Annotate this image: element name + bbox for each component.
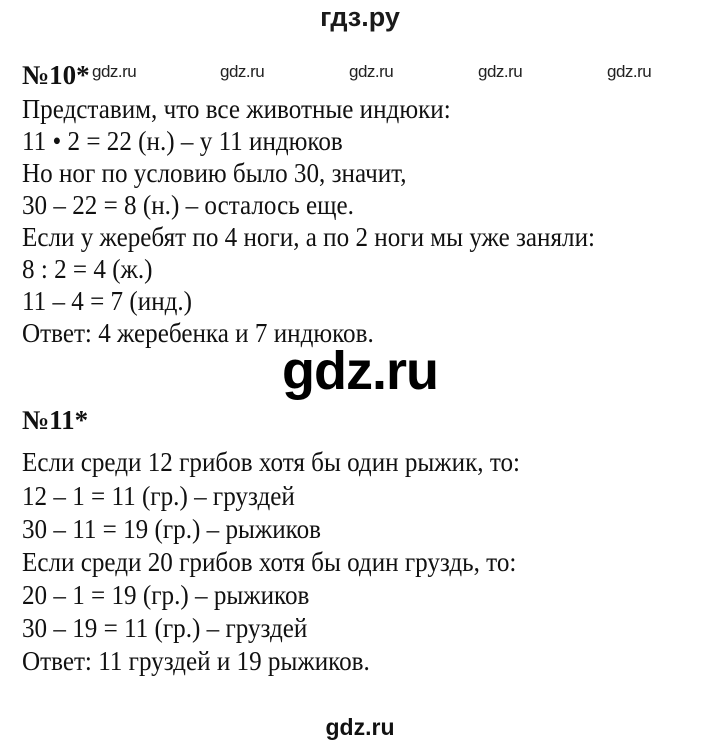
watermark-small: gdz.ru bbox=[607, 62, 652, 81]
watermark-row bbox=[0, 62, 720, 92]
solution-line: 30 – 22 = 8 (н.) – осталось еще. bbox=[22, 190, 354, 220]
watermark-small: gdz.ru bbox=[220, 62, 265, 81]
solution-line: Если среди 20 грибов хотя бы один груздь, то: bbox=[22, 547, 517, 577]
answer-line: Ответ: 4 жеребенка и 7 индюков. bbox=[22, 318, 374, 348]
watermark-small: gdz.ru bbox=[92, 62, 137, 81]
solution-line: 11 • 2 = 22 (н.) – у 11 индюков bbox=[22, 126, 343, 156]
solution-line: 30 – 19 = 11 (гр.) – груздей bbox=[22, 613, 308, 643]
problem-10-number: №10* bbox=[22, 60, 90, 90]
watermark-large: gdz.ru bbox=[282, 341, 438, 401]
watermark-small: gdz.ru bbox=[349, 62, 394, 81]
solution-line: 8 : 2 = 4 (ж.) bbox=[22, 254, 153, 284]
solution-line: 20 – 1 = 19 (гр.) – рыжиков bbox=[22, 580, 310, 610]
solution-line: 30 – 11 = 19 (гр.) – рыжиков bbox=[22, 514, 322, 544]
solution-line: 11 – 4 = 7 (инд.) bbox=[22, 286, 193, 316]
solution-line: 12 – 1 = 11 (гр.) – груздей bbox=[22, 481, 295, 511]
solution-line: Если среди 12 грибов хотя бы один рыжик, то: bbox=[22, 447, 521, 477]
watermark-small: gdz.ru bbox=[478, 62, 523, 81]
site-title: гдз.ру bbox=[320, 2, 400, 32]
solution-line: Представим, что все животные индюки: bbox=[22, 94, 451, 124]
problem-11-number: №11* bbox=[22, 405, 89, 435]
solution-line: Если у жеребят по 4 ноги, а по 2 ноги мы уже заняли: bbox=[22, 222, 595, 252]
answer-line: Ответ: 11 груздей и 19 рыжиков. bbox=[22, 646, 370, 676]
watermark-bottom: gdz.ru bbox=[325, 714, 395, 740]
solution-line: Но ног по условию было 30, значит, bbox=[22, 158, 407, 188]
